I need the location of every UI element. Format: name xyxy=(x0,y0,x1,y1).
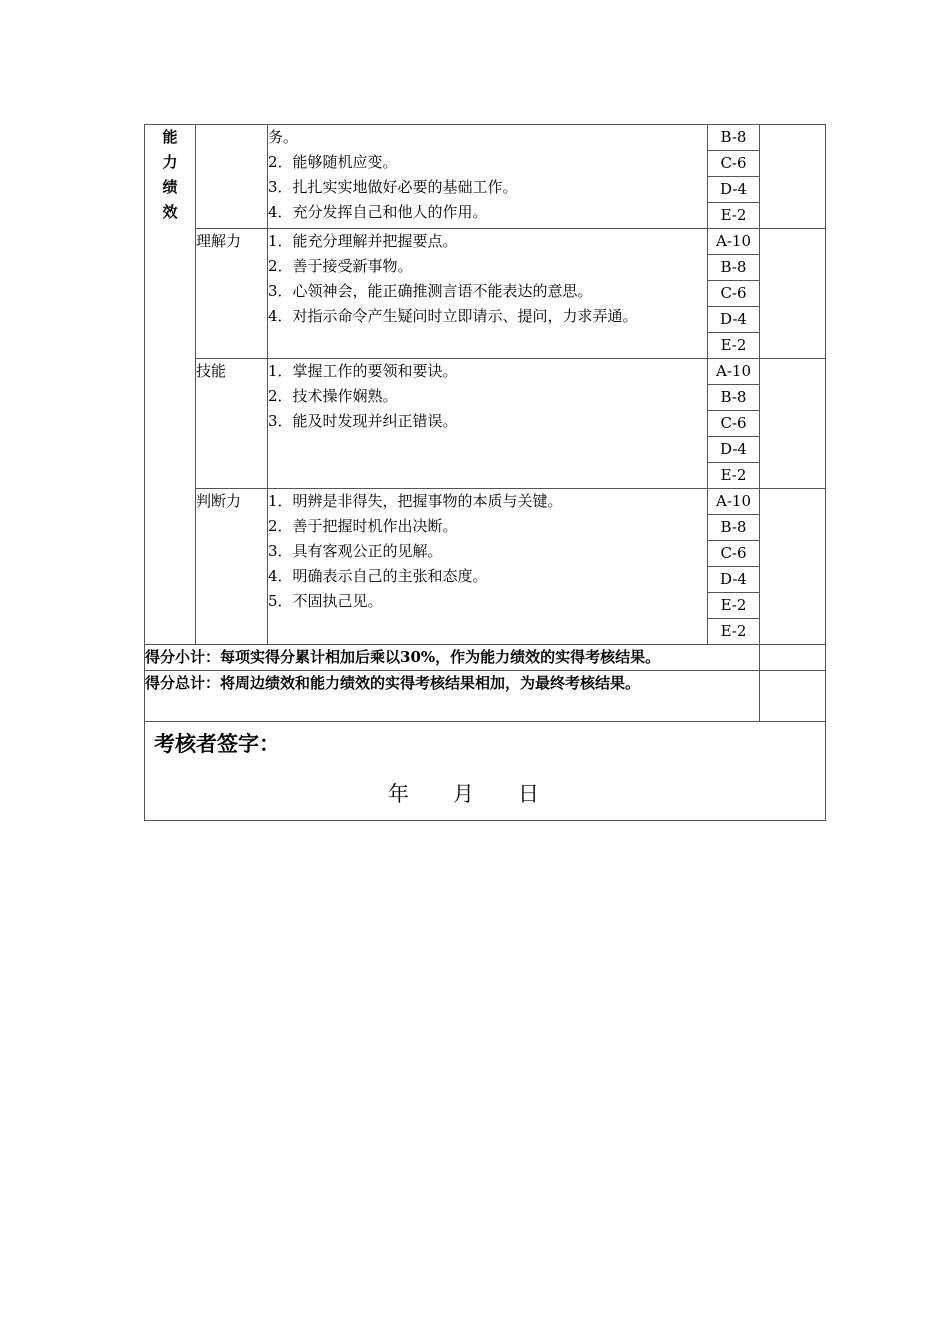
table-row xyxy=(145,489,826,515)
grade-option[interactable]: E-2 xyxy=(708,593,760,619)
score-cell[interactable] xyxy=(760,125,826,229)
criterion: 务。 xyxy=(268,128,299,146)
signature-row xyxy=(145,722,826,821)
grade-option[interactable]: E-2 xyxy=(708,203,760,229)
total-row xyxy=(145,671,826,722)
score-cell[interactable] xyxy=(760,359,826,489)
total-text: 得分总计：将周边绩效和能力绩效的实得考核结果相加，为最终考核结果。 xyxy=(145,671,760,722)
table-row xyxy=(145,229,826,255)
criterion: 3．能及时发现并纠正错误。 xyxy=(268,412,458,430)
grade-option[interactable]: E-2 xyxy=(708,619,760,645)
score-cell[interactable] xyxy=(760,229,826,359)
item-name xyxy=(196,125,268,229)
day-label: 日 xyxy=(518,782,539,806)
criteria-cell xyxy=(268,489,708,645)
grade-option[interactable]: A-10 xyxy=(708,489,760,515)
criterion: 4．明确表示自己的主张和态度。 xyxy=(268,567,488,585)
grade-option[interactable]: B-8 xyxy=(708,125,760,151)
year-label: 年 xyxy=(388,782,409,806)
criterion: 2．善于把握时机作出决断。 xyxy=(268,517,458,535)
item-name: 技能 xyxy=(196,359,268,489)
grade-option[interactable]: C-6 xyxy=(708,151,760,177)
grade-option[interactable]: C-6 xyxy=(708,281,760,307)
grade-option[interactable]: D-4 xyxy=(708,177,760,203)
signature-label: 考核者签字： xyxy=(154,732,280,756)
grade-option[interactable]: D-4 xyxy=(708,437,760,463)
grade-option[interactable]: A-10 xyxy=(708,229,760,255)
grade-option[interactable]: D-4 xyxy=(708,307,760,333)
item-name: 判断力 xyxy=(196,489,268,645)
appraisal-table xyxy=(144,124,826,821)
criterion: 3．扎扎实实地做好必要的基础工作。 xyxy=(268,178,518,196)
table-row xyxy=(145,359,826,385)
grade-option[interactable]: B-8 xyxy=(708,255,760,281)
criteria-cell xyxy=(268,125,708,229)
score-cell[interactable] xyxy=(760,489,826,645)
subtotal-score-cell[interactable] xyxy=(760,645,826,671)
criterion: 3．心领神会，能正确推测言语不能表达的意思。 xyxy=(268,282,593,300)
criterion: 5．不固执己见。 xyxy=(268,592,383,610)
criterion: 4．充分发挥自己和他人的作用。 xyxy=(268,203,488,221)
criteria-cell xyxy=(268,359,708,489)
signature-cell[interactable] xyxy=(145,722,826,821)
criterion: 1．能充分理解并把握要点。 xyxy=(268,232,458,250)
grade-option[interactable]: E-2 xyxy=(708,333,760,359)
criterion: 4．对指示命令产生疑问时立即请示、提问，力求弄通。 xyxy=(268,307,638,325)
grade-option[interactable]: C-6 xyxy=(708,541,760,567)
criterion: 2．能够随机应变。 xyxy=(268,153,398,171)
table-row xyxy=(145,125,826,151)
month-label: 月 xyxy=(453,782,474,806)
subtotal-text: 得分小计：每项实得分累计相加后乘以30%，作为能力绩效的实得考核结果。 xyxy=(145,645,760,671)
signature-date xyxy=(388,782,583,807)
total-score-cell[interactable] xyxy=(760,671,826,722)
criterion: 1．掌握工作的要领和要诀。 xyxy=(268,362,458,380)
subtotal-row xyxy=(145,645,826,671)
category-cell xyxy=(145,125,196,645)
criterion: 2．善于接受新事物。 xyxy=(268,257,413,275)
criterion: 2．技术操作娴熟。 xyxy=(268,387,398,405)
grade-option[interactable]: D-4 xyxy=(708,567,760,593)
criterion: 1．明辨是非得失，把握事物的本质与关键。 xyxy=(268,492,563,510)
grade-option[interactable]: B-8 xyxy=(708,515,760,541)
grade-option[interactable]: A-10 xyxy=(708,359,760,385)
grade-option[interactable]: E-2 xyxy=(708,463,760,489)
item-name: 理解力 xyxy=(196,229,268,359)
category-label: 能力绩效 xyxy=(162,128,178,221)
grade-option[interactable]: C-6 xyxy=(708,411,760,437)
grade-option[interactable]: B-8 xyxy=(708,385,760,411)
criteria-cell xyxy=(268,229,708,359)
criterion: 3．具有客观公正的见解。 xyxy=(268,542,443,560)
